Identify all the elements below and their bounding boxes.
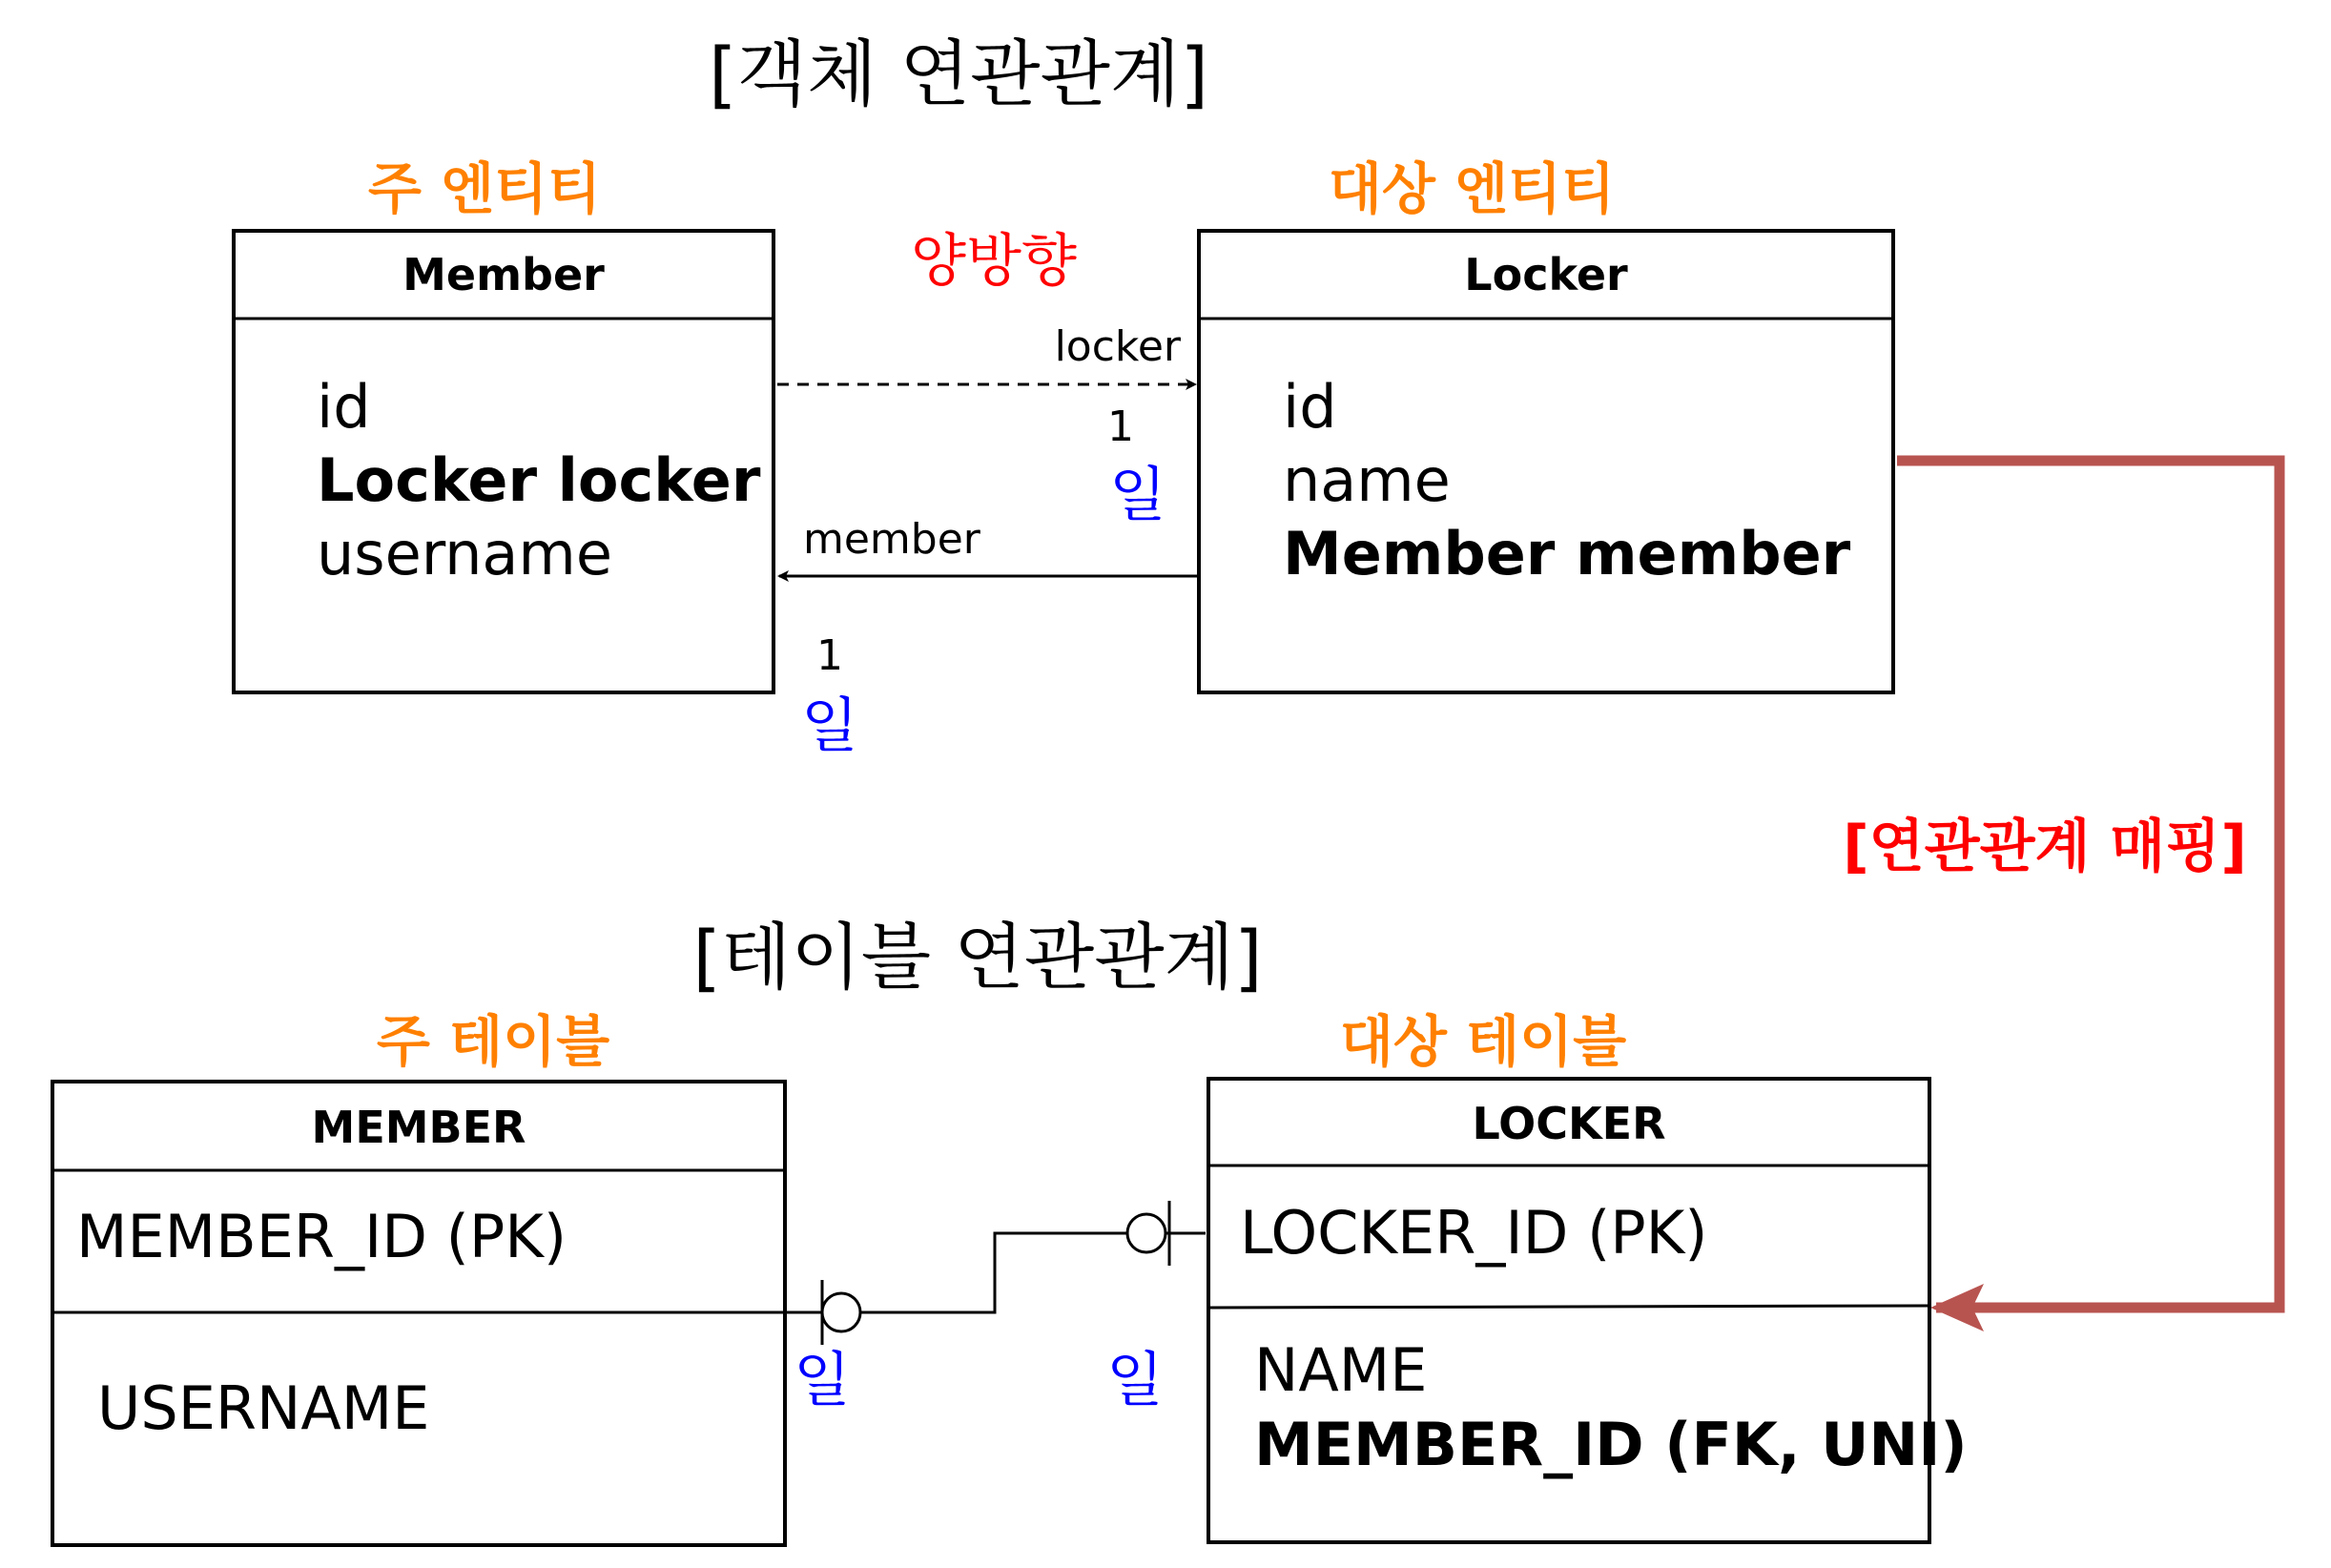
target-entity-label: 대상 엔티티 [1328, 156, 1616, 221]
locker-entity [1199, 231, 1893, 692]
bidirectional-label: 양방향 [911, 228, 1077, 295]
locker-table-name: LOCKER [1472, 1098, 1666, 1149]
locker-table-pk-divider [1208, 1306, 1929, 1308]
table-relationship-title: [테이블 연관관계] [692, 915, 1263, 1000]
locker-reference-label: locker [1054, 322, 1181, 371]
member-table-name: MEMBER [311, 1102, 526, 1153]
object-relationship-title: [객체 연관관계] [709, 31, 1208, 116]
member-field-username: username [317, 519, 612, 588]
association-mapping-label: [연관관계 매핑] [1843, 814, 2247, 880]
locker-multiplicity: 1 [1107, 402, 1134, 451]
member-multiplicity-kr: 일 [801, 691, 858, 760]
main-entity-label: 주 엔티티 [367, 156, 602, 221]
main-table-label: 주 테이블 [376, 1009, 610, 1074]
member-entity-name: Member [402, 249, 605, 300]
member-side-cardinality: 일 [794, 1345, 851, 1414]
locker-entity-name: Locker [1464, 249, 1628, 300]
association-mapping-arrow [1897, 461, 2279, 1308]
locker-multiplicity-kr: 일 [1109, 460, 1166, 529]
locker-table-column-name: NAME [1254, 1335, 1428, 1405]
member-table-column-username: USERNAME [97, 1373, 430, 1443]
locker-side-circle [1127, 1214, 1166, 1252]
member-multiplicity: 1 [816, 631, 843, 680]
table-relationship-line [785, 1201, 1206, 1345]
locker-table-pk: LOCKER_ID (PK) [1240, 1198, 1708, 1268]
member-reference-label: member [803, 515, 980, 564]
locker-side-cardinality: 일 [1106, 1345, 1164, 1414]
target-table-label: 대상 테이블 [1339, 1009, 1627, 1074]
member-table-pk: MEMBER_ID (PK) [76, 1202, 567, 1271]
member-field-id: id [317, 372, 371, 442]
member-side-circle [822, 1293, 860, 1331]
locker-field-id: id [1283, 372, 1337, 442]
member-field-locker: Locker locker [317, 445, 761, 515]
locker-table-column-member-id: MEMBER_ID (FK, UNI) [1254, 1410, 1968, 1479]
member-entity [234, 231, 774, 692]
locker-table [1208, 1079, 1968, 1542]
member-table [52, 1082, 785, 1545]
locker-field-member: Member member [1283, 519, 1851, 588]
locker-field-name: name [1283, 445, 1451, 515]
